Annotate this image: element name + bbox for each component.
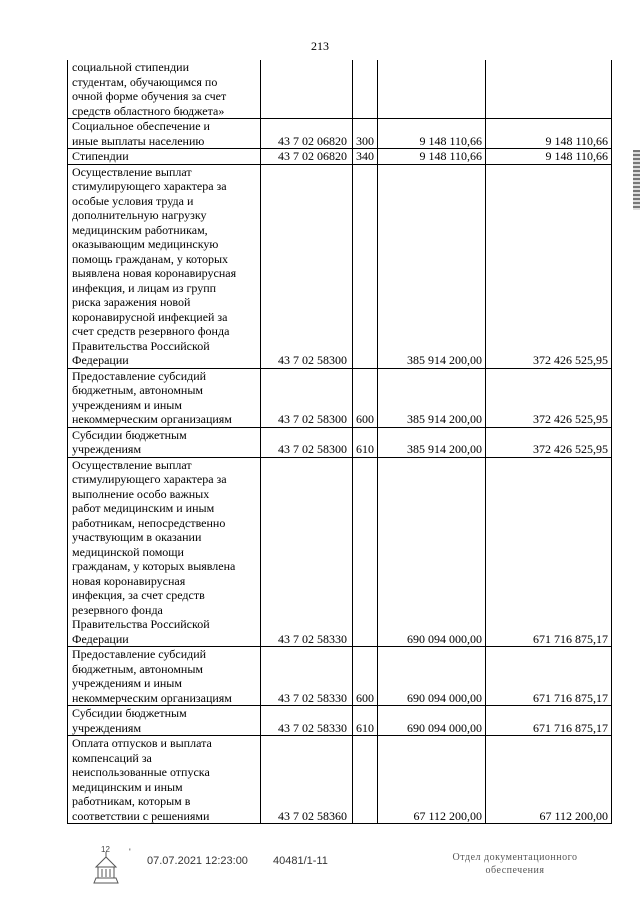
row-amount-1: 385 914 200,00 — [378, 164, 486, 368]
row-code — [261, 60, 353, 119]
page-footer — [0, 845, 640, 895]
row-code: 43 7 02 58360 — [261, 736, 353, 824]
row-amount-1: 690 094 000,00 — [378, 647, 486, 706]
row-vr: 340 — [353, 149, 378, 165]
row-amount-2: 372 426 525,95 — [486, 427, 612, 457]
table-row — [68, 119, 612, 149]
row-code: 43 7 02 58330 — [261, 706, 353, 736]
row-amount-2: 671 716 875,17 — [486, 457, 612, 647]
row-code: 43 7 02 06820 — [261, 149, 353, 165]
row-vr: 610 — [353, 706, 378, 736]
row-name: Субсидии бюджетным учреждениям — [68, 427, 261, 457]
emblem-icon — [86, 845, 126, 887]
row-amount-2: 671 716 875,17 — [486, 647, 612, 706]
row-amount-2: 67 112 200,00 — [486, 736, 612, 824]
row-vr: 600 — [353, 647, 378, 706]
table-row — [68, 457, 612, 647]
row-amount-2: 9 148 110,66 — [486, 149, 612, 165]
row-name: Осуществление выплат стимулирующего характера за выполнение особо важных работ медицинским и иным работникам, непосредственно участвующим в оказании медицинской помощи гражданам, у которых выявлена новая коронавирусная инфекция, за счет средств резервного фонда Правительства Российской Федерации — [68, 457, 261, 647]
table-row — [68, 427, 612, 457]
row-name: Оплата отпусков и выплата компенсаций за неиспользованные отпуска медицинским и иным работникам, которым в соответствии с решениями — [68, 736, 261, 824]
sheet-number: 12 — [101, 845, 110, 854]
row-amount-1: 9 148 110,66 — [378, 119, 486, 149]
row-code: 43 7 02 06820 — [261, 119, 353, 149]
row-vr — [353, 60, 378, 119]
scan-edge-mark — [633, 150, 640, 210]
row-amount-1: 690 094 000,00 — [378, 457, 486, 647]
department-stamp — [440, 851, 590, 877]
row-amount-1 — [378, 60, 486, 119]
row-name: Осуществление выплат стимулирующего характера за особые условия труда и дополнительную нагрузку медицинским работникам, оказывающим медицинскую помощь гражданам, у которых выявлена новая коронавирусная инфекция, и лицам из групп риска заражения новой коронавирусной инфекцией за счет средств резервного фонда Правительства Российской Федерации — [68, 164, 261, 368]
budget-table — [67, 60, 612, 824]
tick-mark: ' — [129, 847, 131, 857]
row-name: социальной стипендии студентам, обучающимся по очной форме обучения за счет средств областного бюджета» — [68, 60, 261, 119]
row-name: Социальное обеспечение и иные выплаты населению — [68, 119, 261, 149]
row-name: Стипендии — [68, 149, 261, 165]
row-amount-1: 67 112 200,00 — [378, 736, 486, 824]
table-row — [68, 368, 612, 427]
row-amount-1: 385 914 200,00 — [378, 368, 486, 427]
row-vr — [353, 736, 378, 824]
table-row — [68, 647, 612, 706]
row-name: Предоставление субсидий бюджетным, автономным учреждениям и иным некоммерческим организациям — [68, 647, 261, 706]
row-vr: 610 — [353, 427, 378, 457]
row-amount-1: 9 148 110,66 — [378, 149, 486, 165]
row-amount-1: 690 094 000,00 — [378, 706, 486, 736]
row-vr: 600 — [353, 368, 378, 427]
stamp-line-2: обеспечения — [485, 865, 545, 876]
row-amount-2: 671 716 875,17 — [486, 706, 612, 736]
table-row — [68, 60, 612, 119]
row-vr: 300 — [353, 119, 378, 149]
row-vr — [353, 164, 378, 368]
row-amount-2: 9 148 110,66 — [486, 119, 612, 149]
row-code: 43 7 02 58300 — [261, 427, 353, 457]
table-row — [68, 164, 612, 368]
row-amount-2 — [486, 60, 612, 119]
row-code: 43 7 02 58330 — [261, 457, 353, 647]
row-code: 43 7 02 58300 — [261, 368, 353, 427]
row-amount-2: 372 426 525,95 — [486, 368, 612, 427]
row-name: Предоставление субсидий бюджетным, автономным учреждениям и иным некоммерческим организациям — [68, 368, 261, 427]
table-row — [68, 149, 612, 165]
stamp-line-1: Отдел документационного — [452, 852, 578, 863]
row-code: 43 7 02 58300 — [261, 164, 353, 368]
page-number: 213 — [311, 39, 329, 53]
row-amount-1: 385 914 200,00 — [378, 427, 486, 457]
row-amount-2: 372 426 525,95 — [486, 164, 612, 368]
row-vr — [353, 457, 378, 647]
table-row — [68, 736, 612, 824]
row-code: 43 7 02 58330 — [261, 647, 353, 706]
footer-doc-number: 40481/1-11 — [273, 855, 328, 867]
footer-datetime: 07.07.2021 12:23:00 — [147, 855, 248, 867]
row-name: Субсидии бюджетным учреждениям — [68, 706, 261, 736]
table-row — [68, 706, 612, 736]
